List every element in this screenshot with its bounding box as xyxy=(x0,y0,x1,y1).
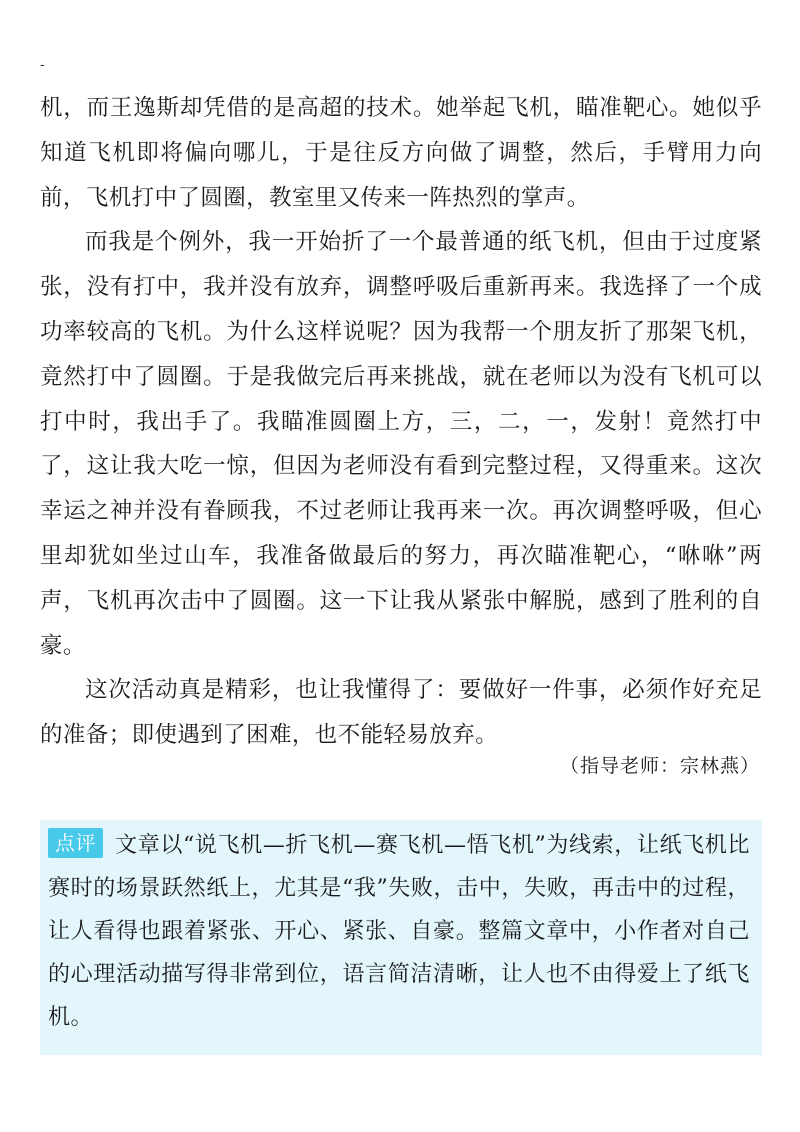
review-tag-badge: 点评 xyxy=(48,828,103,858)
article-paragraph-1: 机，而王逸斯却凭借的是高超的技术。她举起飞机，瞄准靶心。她似乎知道飞机即将偏向哪儿，于是往反方向做了调整，然后，手臂用力向前，飞机打中了圆圈，教室里又传来一阵热烈的掌声。 xyxy=(40,95,762,211)
article-body xyxy=(40,86,762,758)
teacher-signature: （指导老师：宗林燕） xyxy=(559,755,760,777)
article-paragraph-3: 这次活动真是精彩，也让我懂得了：要做好一件事，必须作好充足的准备；即使遇到了困难，也不能轻易放弃。 xyxy=(40,677,762,749)
review-paragraph xyxy=(48,824,750,1039)
review-box xyxy=(40,820,762,1055)
page-corner-mark: - xyxy=(40,57,45,73)
review-text: 文章以“说飞机—折飞机—赛飞机—悟飞机”为线索，让纸飞机比赛时的场景跃然纸上，尤其是“我”失败，击中，失败，再击中的过程，让人看得也跟着紧张、开心、紧张、自豪。整篇文章中，小作者对自己的心理活动描写得非常到位，语言简洁清晰，让人也不由得爱上了纸飞机。 xyxy=(48,833,750,1030)
article-paragraph-2: 而我是个例外，我一开始折了一个最普通的纸飞机，但由于过度紧张，没有打中，我并没有放弃，调整呼吸后重新再来。我选择了一个成功率较高的飞机。为什么这样说呢？因为我帮一个朋友折了那架飞机，竟然打中了圆圈。于是我做完后再来挑战，就在老师以为没有飞机可以打中时，我出手了。我瞄准圆圈上方，三，二，一，发射！竟然打中了，这让我大吃一惊，但因为老师没有看到完整过程，又得重来。这次幸运之神并没有眷顾我，不过老师让我再来一次。再次调整呼吸，但心里却犹如坐过山车，我准备做最后的努力，再次瞄准靶心，“咻咻”两声，飞机再次击中了圆圈。这一下让我从紧张中解脱，感到了胜利的自豪。 xyxy=(40,229,762,659)
